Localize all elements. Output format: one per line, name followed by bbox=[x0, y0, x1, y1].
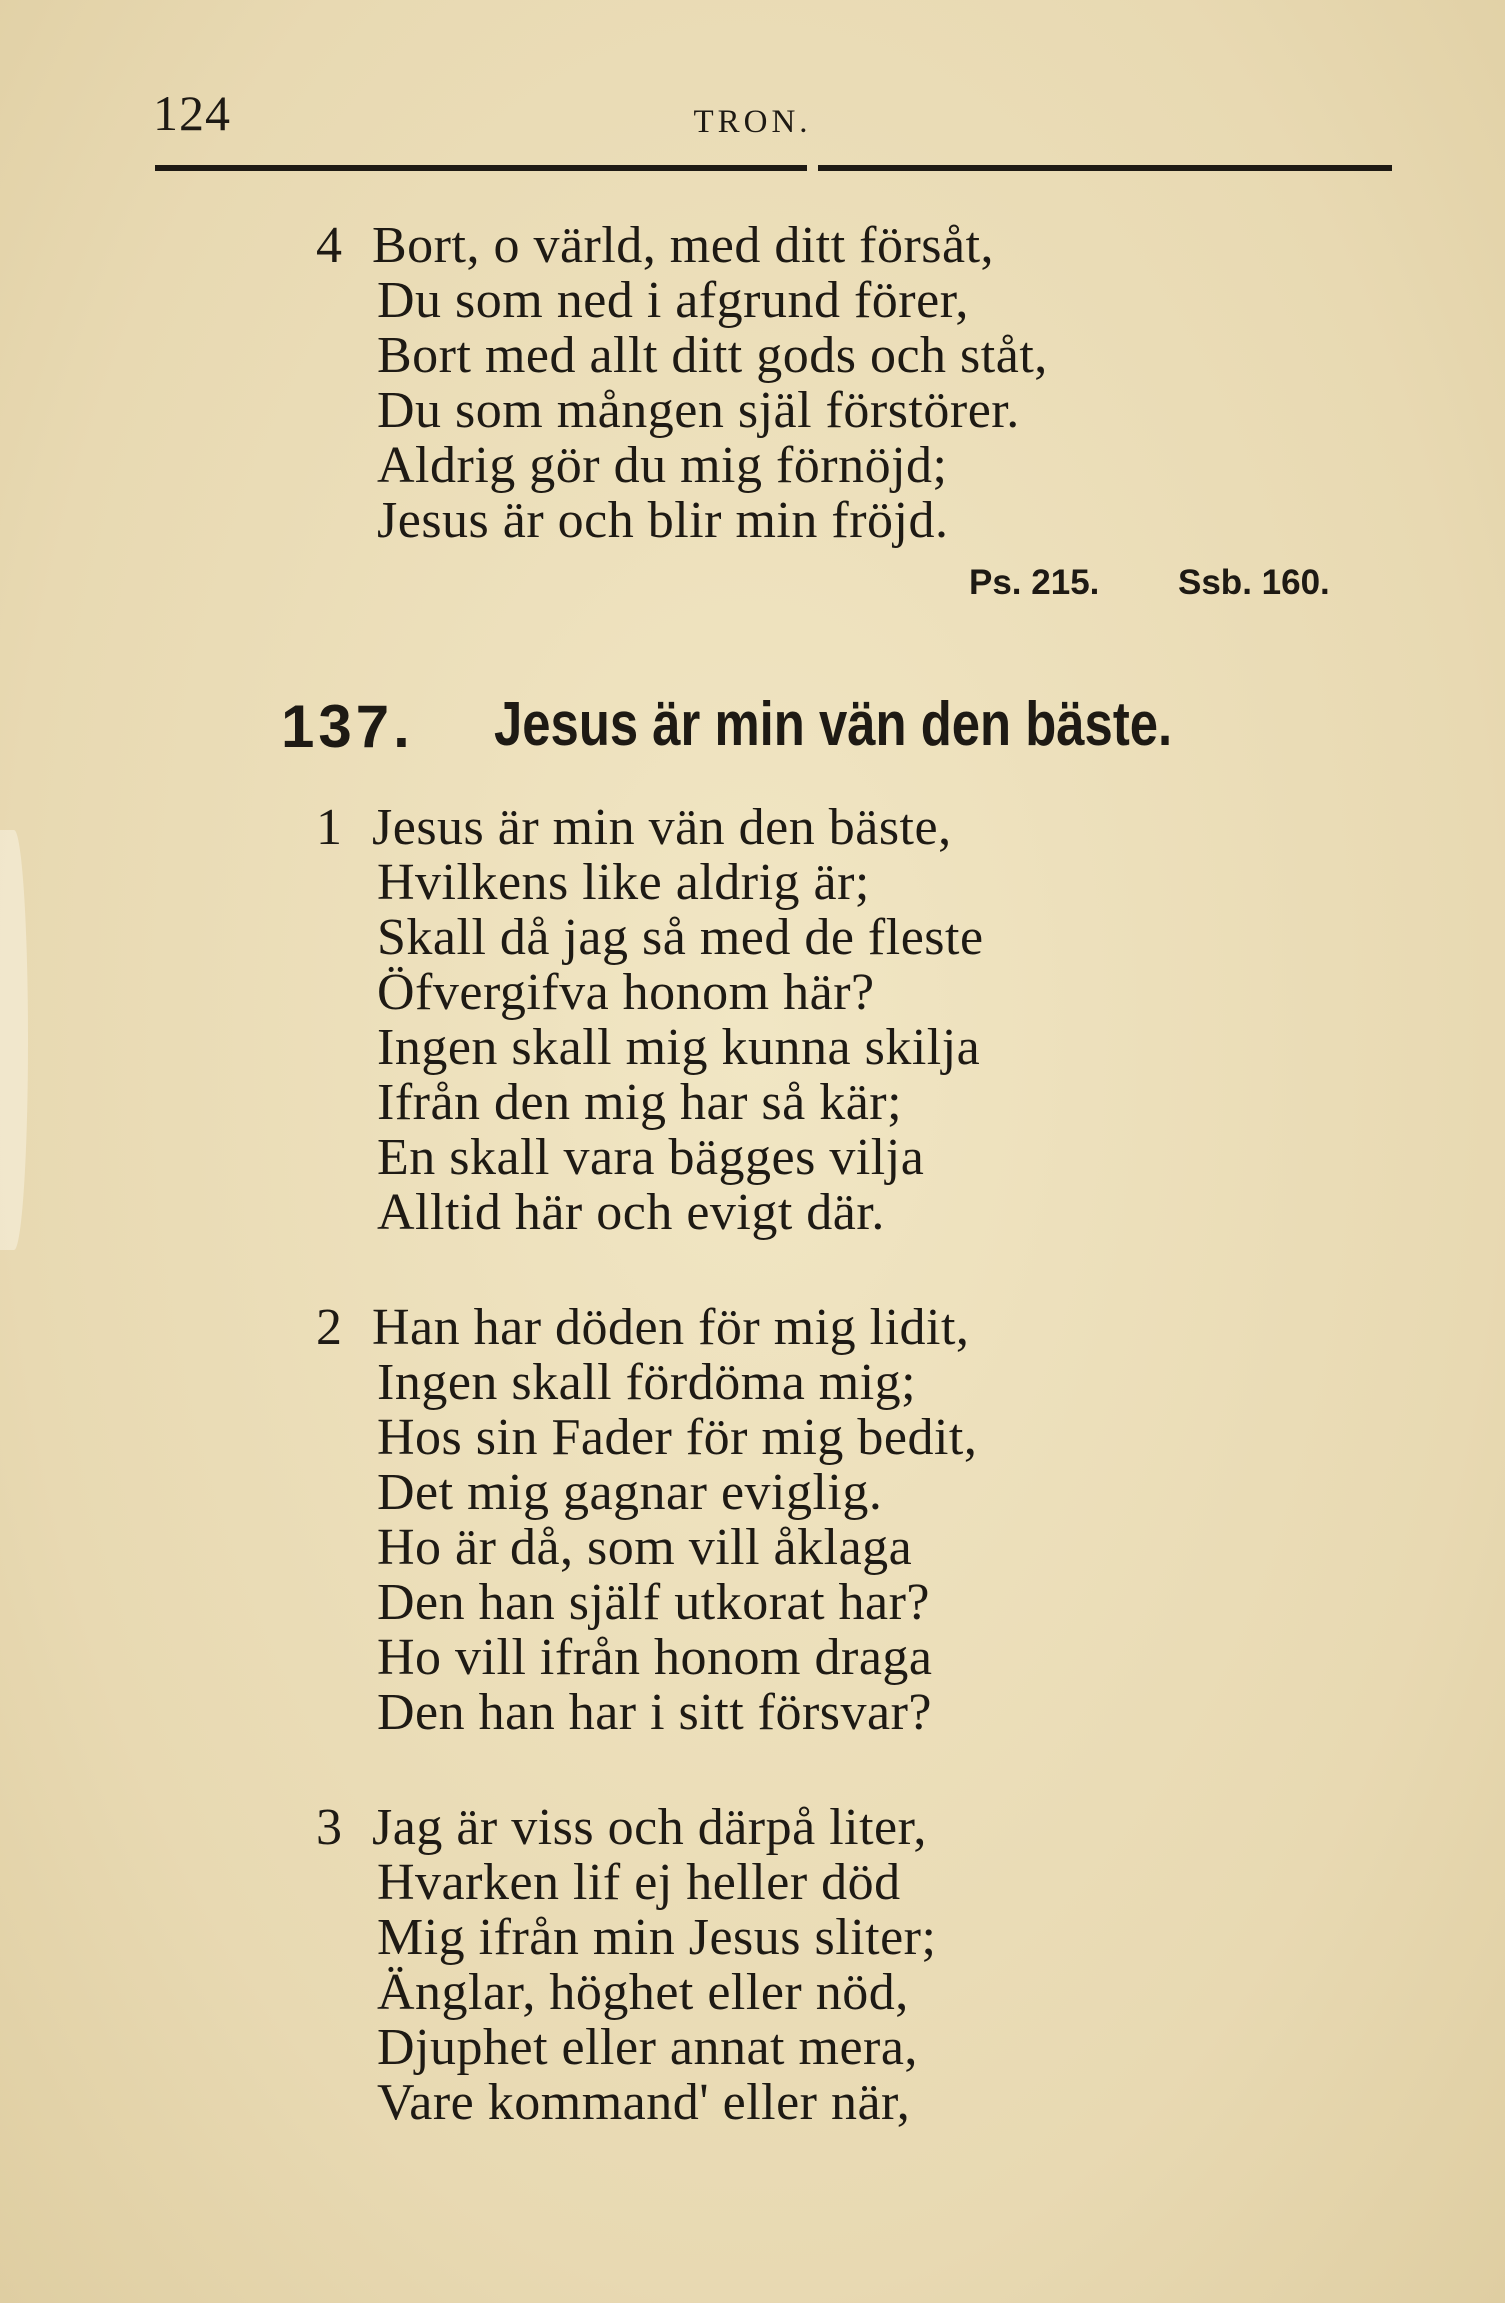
tune-reference-ssb: Ssb. 160. bbox=[1178, 563, 1330, 602]
verse-number: 3 bbox=[316, 1799, 342, 1856]
verse-line: Alltid här och evigt där. bbox=[377, 1184, 885, 1241]
verse-line: Ho är då, som vill åklaga bbox=[377, 1519, 913, 1576]
tune-reference-ps: Ps. 215. bbox=[969, 563, 1100, 602]
verse-line: Mig ifrån min Jesus sliter; bbox=[377, 1909, 937, 1966]
verse-line: Han har döden för mig lidit, bbox=[372, 1299, 970, 1356]
verse-line: Jag är viss och därpå liter, bbox=[372, 1799, 927, 1856]
verse-line: Ho vill ifrån honom draga bbox=[377, 1629, 933, 1686]
page-number: 124 bbox=[153, 85, 231, 141]
verse-line: Den han själf utkorat har? bbox=[377, 1574, 931, 1631]
verse-number: 4 bbox=[316, 217, 342, 274]
running-head: TRON. bbox=[693, 104, 812, 140]
verse-line: Aldrig gör du mig förnöjd; bbox=[377, 437, 948, 494]
verse-line: Vare kommand' eller när, bbox=[377, 2074, 911, 2131]
verse-number: 1 bbox=[316, 799, 342, 856]
verse-line: Hos sin Fader för mig bedit, bbox=[377, 1409, 978, 1466]
verse-line: Bort med allt ditt gods och ståt, bbox=[377, 327, 1048, 384]
verse-line: Bort, o värld, med ditt försåt, bbox=[372, 217, 995, 274]
verse-line: Skall då jag så med de fleste bbox=[377, 909, 984, 966]
header-rule bbox=[155, 165, 807, 171]
verse-line: En skall vara bägges vilja bbox=[377, 1129, 925, 1186]
verse-line: Det mig gagnar eviglig. bbox=[377, 1464, 883, 1521]
header-rule bbox=[818, 165, 1392, 171]
verse-line: Hvarken lif ej heller död bbox=[377, 1854, 901, 1911]
verse-line: Jesus är min vän den bäste, bbox=[372, 799, 952, 856]
verse-line: Du som mången själ förstörer. bbox=[377, 382, 1020, 439]
hymn-title: Jesus är min vän den bäste. bbox=[494, 690, 1173, 759]
verse-line: Öfvergifva honom här? bbox=[377, 964, 875, 1021]
verse-line: Änglar, höghet eller nöd, bbox=[377, 1964, 909, 2021]
verse-line: Ingen skall fördöma mig; bbox=[377, 1354, 917, 1411]
verse-line: Den han har i sitt försvar? bbox=[377, 1684, 932, 1741]
paper-stain bbox=[0, 830, 28, 1250]
verse-line: Ifrån den mig har så kär; bbox=[377, 1074, 903, 1131]
verse-line: Ingen skall mig kunna skilja bbox=[377, 1019, 981, 1076]
verse-line: Djuphet eller annat mera, bbox=[377, 2019, 918, 2076]
verse-line: Hvilkens like aldrig är; bbox=[377, 854, 870, 911]
verse-line: Du som ned i afgrund förer, bbox=[377, 272, 969, 329]
hymn-number: 137. bbox=[281, 693, 414, 760]
verse-line: Jesus är och blir min fröjd. bbox=[377, 492, 949, 549]
verse-number: 2 bbox=[316, 1299, 342, 1356]
